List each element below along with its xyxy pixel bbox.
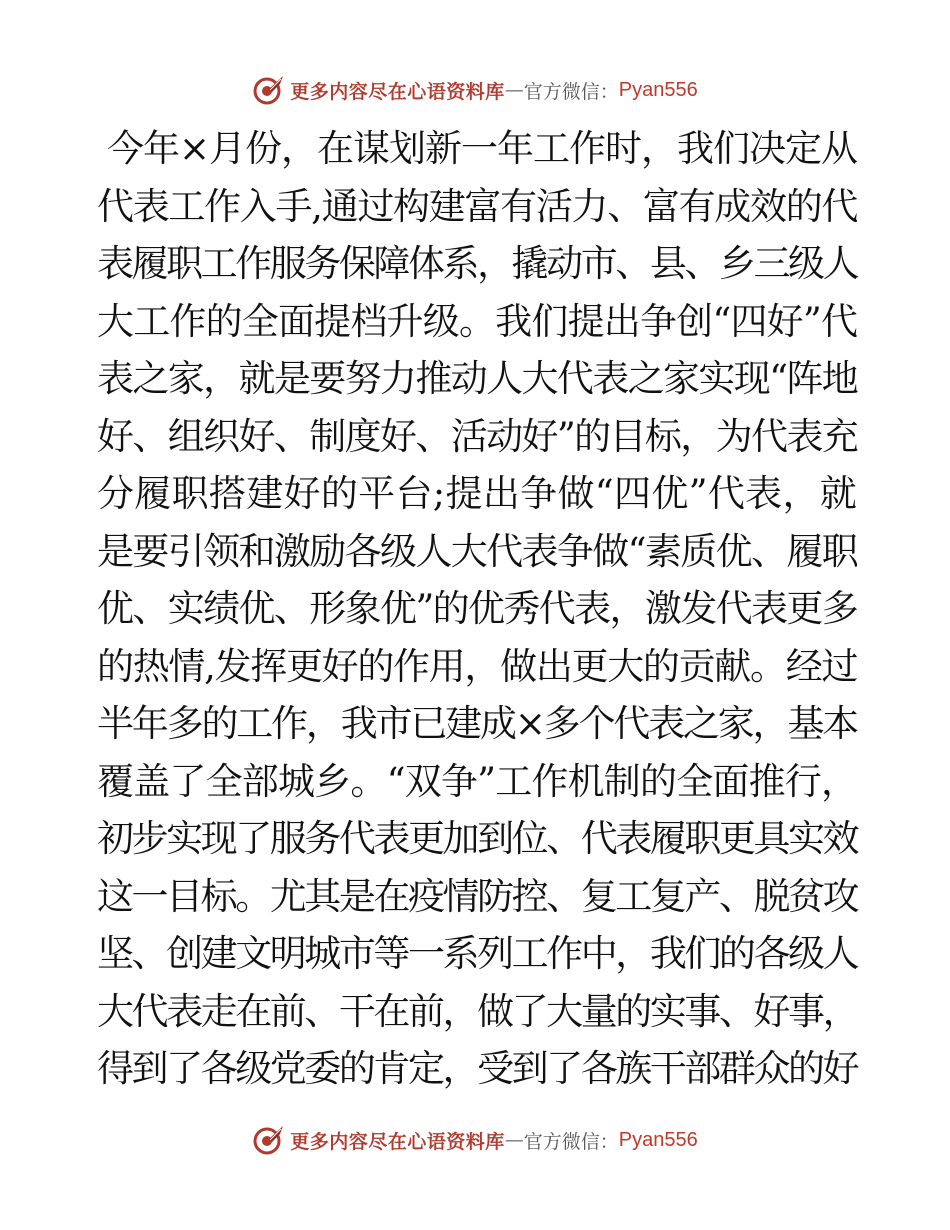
body-line-9: 优、实绩优、形象优”的优秀代表，激发代表更多 (97, 587, 857, 630)
body-line-7: 分履职搭建好的平台;提出争做“四优”代表，就 (97, 472, 857, 515)
body-line-16: 大代表走在前、干在前，做了大量的实事、好事， (97, 989, 857, 1033)
banner-wechat-label: 官方微信： (523, 1130, 619, 1153)
body-line-6: 好、组织好、制度好、活动好”的目标，为代表充 (97, 414, 857, 458)
body-line-10: 的热情,发挥更好的作用，做出更大的贡献。经过 (97, 644, 857, 688)
body-line-3: 表履职工作服务保障体系，撬动市、县、乡三级人 (97, 242, 857, 285)
quill-pen-logo-icon (252, 73, 286, 107)
body-line-4: 大工作的全面提档升级。我们提出争创“四好”代 (97, 299, 857, 343)
banner-wechat-label: 官方微信： (523, 80, 619, 103)
body-line-5: 表之家，就是要努力推动人大代表之家实现“阵地 (97, 357, 857, 400)
body-line-8: 是要引领和激励各级人大代表争做“素质优、履职 (97, 529, 857, 573)
body-line-2: 代表工作入手,通过构建富有活力、富有成效的代 (97, 184, 857, 228)
body-line-15: 坚、创建文明城市等一系列工作中，我们的各级人 (97, 932, 857, 975)
body-line-1: 今年×月份，在谋划新一年工作时，我们决定从 (107, 127, 858, 170)
banner-wechat-id: Pyan556 (618, 1128, 698, 1151)
document-body (97, 120, 857, 1098)
body-line-11: 半年多的工作，我市已建成×多个代表之家，基本 (97, 702, 857, 745)
body-line-14: 这一目标。尤其是在疫情防控、复工复产、脱贫攻 (97, 874, 857, 918)
body-line-12: 覆盖了全部城乡。“双争”工作机制的全面推行， (97, 759, 857, 803)
banner-wechat-id: Pyan556 (618, 78, 698, 101)
body-line-13: 初步实现了服务代表更加到位、代表履职更具实效 (97, 817, 857, 860)
banner-brand-text: 更多内容尽在心语资料库 (290, 80, 505, 103)
banner-separator: — (504, 1129, 524, 1151)
footer-banner (0, 1120, 950, 1160)
banner-separator: — (504, 79, 524, 101)
quill-pen-logo-icon (252, 1123, 286, 1157)
header-banner (0, 70, 950, 110)
banner-brand-text: 更多内容尽在心语资料库 (290, 1130, 505, 1153)
body-line-17: 得到了各级党委的肯定，受到了各族干部群众的好 (97, 1047, 857, 1090)
